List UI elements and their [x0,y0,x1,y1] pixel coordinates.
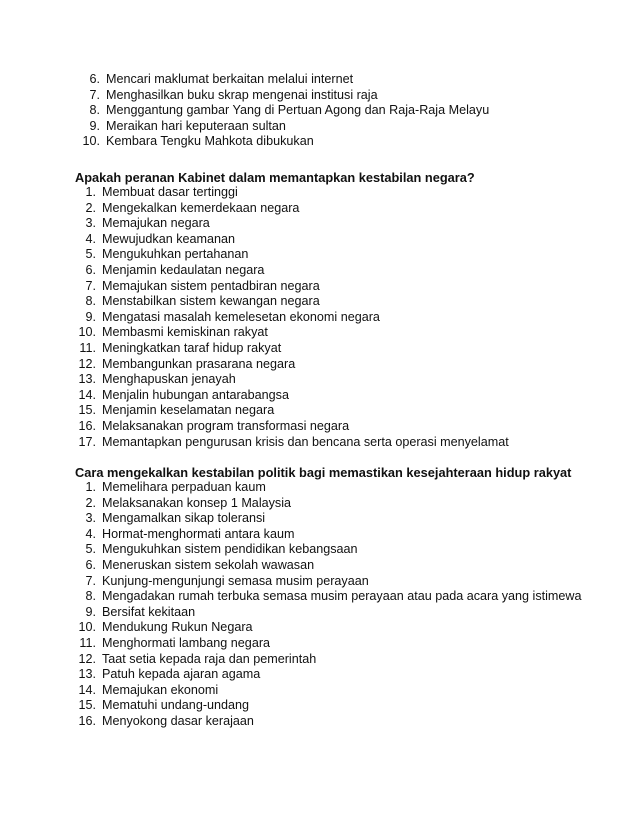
list-item-number: 10. [78,620,96,635]
list-item [74,574,582,590]
list-item-text: Menghasilkan buku skrap mengenai institusi raja [106,87,378,102]
list-item-text: Menyokong dasar kerajaan [102,713,254,728]
list-item-number: 6. [89,72,100,86]
list-item [74,357,509,373]
list-item-number: 11. [79,340,96,355]
list-item-number: 5. [85,542,96,557]
list-item [74,714,582,730]
list-item-number: 2. [85,495,96,510]
list-item-text: Menghormati lambang negara [102,635,271,650]
list-item-text: Mematuhi undang-undang [102,698,250,713]
list-item [74,185,509,201]
list-item-text: Meraikan hari keputeraan sultan [106,118,286,133]
list-item-number: 8. [85,589,96,604]
list-item-text: Hormat-menghormati antara kaum [102,526,295,541]
list-item-number: 7. [85,278,96,293]
list-item-text: Mengukuhkan sistem pendidikan kebangsaan [102,542,358,557]
list-item [74,279,509,295]
list-item-number: 12. [78,651,96,666]
list-item [74,372,509,388]
heading-kabinet: Apakah peranan Kabinet dalam memantapkan kestabilan negara? [75,170,475,185]
list-item-number: 14. [78,682,96,697]
list-item-number: 12. [78,356,96,371]
list-item-number: 10. [78,325,96,340]
list-item-number: 9. [85,604,96,619]
list-item [74,527,582,543]
list-item [74,216,509,232]
list-item-text: Menjalin hubungan antarabangsa [102,387,289,402]
list-item-text: Menjamin keselamatan negara [102,403,275,418]
list-item-number: 16. [78,713,96,728]
list-item-text: Mengekalkan kemerdekaan negara [102,200,300,215]
list-item-text: Melaksanakan konsep 1 Malaysia [102,495,292,510]
list-item [74,683,582,699]
list-item-number: 13. [78,667,96,682]
list-item [74,294,509,310]
list-item [74,480,582,496]
list-item-text: Mengamalkan sikap toleransi [102,511,266,526]
list-item-number: 6. [85,262,96,277]
list-item-number: 5. [85,247,96,262]
list-item [74,558,582,574]
list-item [74,310,509,326]
list-item [74,605,582,621]
list-item-number: 15. [78,403,96,418]
list-item-number: 8. [89,103,100,118]
list-item-number: 15. [78,698,96,713]
list-item [74,511,582,527]
heading-politik: Cara mengekalkan kestabilan politik bagi memastikan kesejahteraan hidup rakyat [75,465,572,480]
list-item-number: 2. [85,200,96,215]
list-item-text: Menggantung gambar Yang di Pertuan Agong dan Raja-Raja Melayu [106,103,490,118]
list-item-number: 7. [85,573,96,588]
list-item-number: 4. [85,231,96,246]
list-item-number: 10. [82,134,100,149]
list-item-number: 13. [78,372,96,387]
list-item-number: 9. [85,309,96,324]
list-item-text: Melaksanakan program transformasi negara [102,418,350,433]
list-item-text: Kunjung-mengunjungi semasa musim perayaan [102,573,369,588]
list-item-text: Meneruskan sistem sekolah wawasan [102,557,315,572]
list-item [74,263,509,279]
continued-list [74,72,489,150]
list-item-text: Menghapuskan jenayah [102,372,236,387]
list-item-text: Mewujudkan keamanan [102,231,236,246]
list-item [74,103,489,119]
list-item [74,119,489,135]
politik-list [74,480,582,730]
list-item-text: Mengatasi masalah kemelesetan ekonomi negara [102,309,380,324]
list-item [74,325,509,341]
list-item-number: 7. [89,87,100,102]
list-item-text: Meningkatkan taraf hidup rakyat [102,340,282,355]
list-item-text: Mengadakan rumah terbuka semasa musim perayaan atau pada acara yang istimewa [102,589,582,604]
list-item [74,247,509,263]
list-item-text: Bersifat kekitaan [102,604,196,619]
list-item [74,589,582,605]
list-item-text: Patuh kepada ajaran agama [102,667,261,682]
list-item [74,636,582,652]
list-item-number: 1. [85,480,96,494]
list-item-text: Taat setia kepada raja dan pemerintah [102,651,317,666]
list-item [74,341,509,357]
list-item-text: Menjamin kedaulatan negara [102,262,265,277]
list-item [74,667,582,683]
list-item-number: 3. [85,216,96,231]
list-item-number: 9. [89,118,100,133]
list-item-text: Membuat dasar tertinggi [102,185,238,199]
list-item-text: Memajukan negara [102,216,210,231]
list-item [74,201,509,217]
list-item-number: 11. [79,635,96,650]
list-item-number: 14. [78,387,96,402]
list-item [74,388,509,404]
list-item-text: Menstabilkan sistem kewangan negara [102,294,320,309]
list-item [74,134,489,150]
list-item-number: 4. [85,526,96,541]
list-item-number: 6. [85,557,96,572]
list-item [74,88,489,104]
list-item-text: Mengukuhkan pertahanan [102,247,249,262]
list-item [74,232,509,248]
list-item [74,72,489,88]
list-item [74,496,582,512]
list-item [74,620,582,636]
list-item-text: Mencari maklumat berkaitan melalui internet [106,72,354,86]
list-item-text: Kembara Tengku Mahkota dibukukan [106,134,314,149]
list-item-number: 1. [85,185,96,199]
list-item-text: Memelihara perpaduan kaum [102,480,266,494]
kabinet-list [74,185,509,450]
list-item-number: 17. [78,434,96,449]
list-item [74,698,582,714]
list-item [74,542,582,558]
list-item-text: Memajukan sistem pentadbiran negara [102,278,320,293]
list-item-text: Membasmi kemiskinan rakyat [102,325,268,340]
list-item-text: Memantapkan pengurusan krisis dan bencana serta operasi menyelamat [102,434,509,449]
list-item-text: Mendukung Rukun Negara [102,620,253,635]
list-item-text: Memajukan ekonomi [102,682,219,697]
list-item [74,419,509,435]
list-item [74,435,509,451]
list-item-number: 8. [85,294,96,309]
list-item [74,403,509,419]
list-item-text: Membangunkan prasarana negara [102,356,296,371]
list-item [74,652,582,668]
list-item-number: 3. [85,511,96,526]
list-item-number: 16. [78,418,96,433]
